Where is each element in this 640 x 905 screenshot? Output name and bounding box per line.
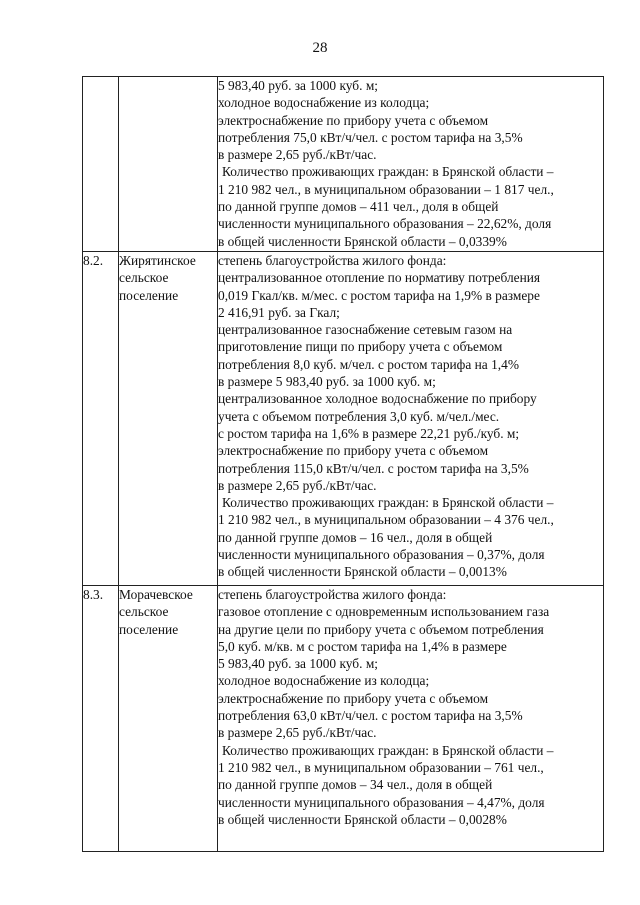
page-number: 28 bbox=[312, 40, 328, 56]
description-line: степень благоустройства жилого фонда: bbox=[218, 587, 447, 602]
settlements-table bbox=[82, 76, 604, 852]
description-line: электроснабжение по прибору учета с объемом bbox=[218, 112, 489, 128]
description-line: 1 210 982 чел., в муниципальном образовании – 4 376 чел., bbox=[218, 512, 554, 528]
description-line: газовое отопление с одновременным использованием газа bbox=[218, 604, 550, 620]
row-number-cell bbox=[83, 77, 119, 252]
description-line: в общей численности Брянской области – 0,0028% bbox=[218, 811, 507, 827]
description-line: на другие цели по прибору учета с объемом потребления bbox=[218, 621, 544, 637]
description-line: 1 210 982 чел., в муниципальном образовании – 761 чел., bbox=[218, 759, 544, 775]
description-line: холодное водоснабжение из колодца; bbox=[218, 95, 430, 111]
description-line: в размере 5 983,40 руб. за 1000 куб. м; bbox=[218, 374, 436, 390]
description-line: потребления 75,0 кВт/ч/чел. с ростом тарифа на 3,5% bbox=[218, 129, 523, 145]
settlement-name-cell bbox=[119, 252, 218, 586]
description-line: 0,019 Гкал/кв. м/мес. с ростом тарифа на 1,9% в размере bbox=[218, 287, 540, 303]
settlement-name-line: поселение bbox=[119, 621, 179, 637]
description-line: электроснабжение по прибору учета с объемом bbox=[218, 690, 489, 706]
description-cell bbox=[218, 77, 604, 252]
settlement-name-cell bbox=[119, 586, 218, 852]
description-line: холодное водоснабжение из колодца; bbox=[218, 673, 430, 689]
description-line: 2 416,91 руб. за Гкал; bbox=[218, 304, 340, 320]
description-line: численности муниципального образования – 22,62%, доля bbox=[218, 216, 552, 232]
settlement-name-cell bbox=[119, 77, 218, 252]
settlement-name-line: сельское bbox=[119, 604, 169, 620]
settlement-name-line: сельское bbox=[119, 270, 169, 286]
description-cell bbox=[218, 586, 604, 852]
description-line: по данной группе домов – 16 чел., доля в общей bbox=[218, 529, 493, 545]
description-line: численности муниципального образования – 4,47%, доля bbox=[218, 794, 545, 810]
description-line: Количество проживающих граждан: в Брянской области – bbox=[222, 495, 554, 511]
row-number-cell: 8.2. bbox=[83, 252, 119, 586]
description-line: потребления 115,0 кВт/ч/чел. с ростом тарифа на 3,5% bbox=[218, 460, 529, 476]
settlement-name-line: Морачевское bbox=[119, 587, 193, 602]
settlement-name-line: поселение bbox=[119, 287, 179, 303]
description-line: в размере 2,65 руб./кВт/час. bbox=[218, 725, 377, 741]
description-line: в размере 2,65 руб./кВт/час. bbox=[218, 477, 377, 493]
description-line: централизованное газоснабжение сетевым газом на bbox=[218, 322, 513, 338]
row-number-cell: 8.3. bbox=[83, 586, 119, 852]
description-line: централизованное отопление по нормативу потребления bbox=[218, 270, 541, 286]
description-line: численности муниципального образования – 0,37%, доля bbox=[218, 547, 545, 563]
description-line: централизованное холодное водоснабжение по прибору bbox=[218, 391, 537, 407]
description-line: Количество проживающих граждан: в Брянской области – bbox=[222, 742, 554, 758]
description-line: с ростом тарифа на 1,6% в размере 22,21 руб./куб. м; bbox=[218, 425, 520, 441]
description-line: потребления 8,0 куб. м/чел. с ростом тарифа на 1,4% bbox=[218, 356, 519, 372]
description-line: в общей численности Брянской области – 0,0339% bbox=[218, 233, 507, 249]
description-line: степень благоустройства жилого фонда: bbox=[218, 253, 447, 268]
table-row-8-3 bbox=[83, 586, 604, 852]
description-line: 5 983,40 руб. за 1000 куб. м; bbox=[218, 78, 379, 93]
description-line: приготовление пищи по прибору учета с объемом bbox=[218, 339, 503, 355]
description-line: по данной группе домов – 34 чел., доля в общей bbox=[218, 777, 493, 793]
table-row-8-2 bbox=[83, 252, 604, 586]
description-line: учета с объемом потребления 3,0 куб. м/чел./мес. bbox=[218, 408, 500, 424]
description-line: по данной группе домов – 411 чел., доля в общей bbox=[218, 199, 499, 215]
description-line: электроснабжение по прибору учета с объемом bbox=[218, 443, 489, 459]
description-line: в размере 2,65 руб./кВт/час. bbox=[218, 147, 377, 163]
table-row-continuation bbox=[83, 77, 604, 252]
description-cell bbox=[218, 252, 604, 586]
settlement-name-line: Жирятинское bbox=[119, 253, 196, 268]
description-line: потребления 63,0 кВт/ч/чел. с ростом тарифа на 3,5% bbox=[218, 708, 523, 724]
description-line: в общей численности Брянской области – 0,0013% bbox=[218, 564, 507, 580]
description-line: 1 210 982 чел., в муниципальном образовании – 1 817 чел., bbox=[218, 181, 554, 197]
table-body bbox=[83, 77, 604, 852]
description-line: 5 983,40 руб. за 1000 куб. м; bbox=[218, 656, 379, 672]
description-line: Количество проживающих граждан: в Брянской области – bbox=[222, 164, 554, 180]
description-line: 5,0 куб. м/кв. м с ростом тарифа на 1,4% в размере bbox=[218, 638, 507, 654]
